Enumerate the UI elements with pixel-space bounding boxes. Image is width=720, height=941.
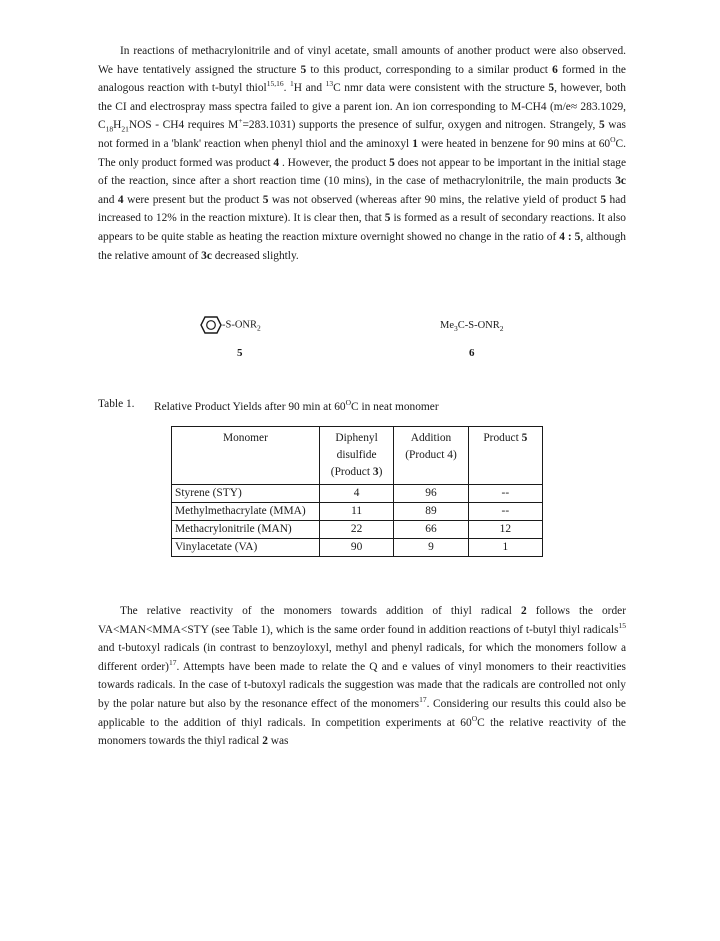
formula-subscript: 21 <box>121 124 129 134</box>
text-run: H <box>113 119 122 132</box>
isotope-mark: 1 <box>290 79 294 89</box>
text-run: were heated in benzene for 90 mins at 60 <box>418 137 611 150</box>
cell-monomer: Methylmethacrylate (MMA) <box>172 503 320 521</box>
compound-ref: 5 <box>389 156 395 169</box>
benzene-ring-icon <box>200 316 222 334</box>
text-run: follows the order VA<MAN<MMA<STY (see Table 1), which is the same order found in addition reactions of t-butyl thiyl radicals <box>98 605 627 636</box>
cell-monomer: Vinylacetate (VA) <box>172 539 320 557</box>
text-run: had increased to 12% in the reaction mixture). It is clear then, that <box>98 193 626 225</box>
table-header-row <box>172 427 543 485</box>
compound-ref: 3c <box>615 175 626 188</box>
table-caption-number: Table 1. <box>98 398 135 410</box>
header-line: Addition <box>410 432 452 444</box>
text-run: . However, the product <box>279 156 390 169</box>
table-row <box>172 503 543 521</box>
text-run: is formed as a result of secondary reactions. It also appears to be quite stable as heating the reaction mixture overnight showed no change in the ratio of <box>98 212 626 243</box>
cell-product5: -- <box>468 485 542 503</box>
cell-disulfide: 11 <box>319 503 393 521</box>
text-run: was not observed (whereas after 90 mins, the relative yield of product <box>268 193 601 206</box>
structure-6 <box>440 320 504 333</box>
table-row <box>172 539 543 557</box>
charge-mark: + <box>238 116 243 126</box>
compound-ref: 3 <box>372 466 379 478</box>
caption-text: C in neat monomer <box>351 400 439 413</box>
compound-ref: 4 : 5 <box>559 230 581 243</box>
text-run: were present but the product <box>123 193 263 206</box>
compound-ref: 2 <box>262 735 268 748</box>
cell-addition: 66 <box>394 521 468 539</box>
compound-ref: 5 <box>598 119 605 132</box>
product-yields-table <box>171 426 543 557</box>
compound-ref: 6 <box>552 63 558 76</box>
text-run: was not formed in a 'blank' reaction when phenyl thiol and the aminoxyl <box>98 119 626 150</box>
structure-6-formula: Me <box>440 320 454 331</box>
text-run: C. The only product formed was product <box>98 137 626 169</box>
text-run: and t-butoxyl radicals (in contrast to benzoyloxyl, methyl and phenyl radicals, for which the monomers follow a different order) <box>98 642 626 673</box>
compound-ref: 5 <box>300 63 307 76</box>
header-line: (Product 4) <box>405 449 457 461</box>
table-row <box>172 521 543 539</box>
caption-text: Relative Product Yields after 90 min at 60 <box>154 400 346 413</box>
table-row <box>172 485 543 503</box>
text-run: formed in the analogous reaction with t-butyl thiol <box>98 63 626 95</box>
text-run: =283.1031) supports the presence of sulfur, oxygen and nitrogen. Strangely, <box>242 119 599 132</box>
cell-product5: -- <box>468 503 542 521</box>
compound-ref: 5 <box>384 212 391 225</box>
citation: 17 <box>168 657 177 667</box>
degree-mark: O <box>610 135 616 145</box>
header-line: Diphenyl <box>335 432 378 444</box>
structure-5 <box>200 316 261 334</box>
text-run: . Attempts have been made to relate the Q and e values of vinyl monomers to their reactivities towards radicals. In the case of t-butoxyl radicals the suggestion was made that the radicals are controlled not only by the polar nature but also by the resonance effect of the monomers <box>98 660 626 710</box>
table-caption <box>154 398 439 413</box>
header-line: Product <box>483 432 522 444</box>
cell-monomer: Methacrylonitrile (MAN) <box>172 521 320 539</box>
text-run: C nmr data were consistent with the structure <box>333 82 549 95</box>
text-run: , although the relative amount of <box>98 230 626 262</box>
text-run: . Considering our results this could also be applicable to the addition of thiyl radicals. In competition experiments at 60 <box>98 697 626 729</box>
cell-addition: 96 <box>394 485 468 503</box>
structure-5-formula: -S-ONR <box>222 319 258 331</box>
cell-disulfide: 4 <box>319 485 393 503</box>
degree-mark: O <box>345 398 352 407</box>
citation: 17 <box>419 695 427 705</box>
cell-product5: 12 <box>468 521 542 539</box>
formula-subscript: 2 <box>257 323 261 333</box>
text-run: H and <box>293 82 326 95</box>
cell-addition: 89 <box>394 503 468 521</box>
cell-disulfide: 22 <box>319 521 393 539</box>
cell-product5: 1 <box>468 539 542 557</box>
paragraph-relative-reactivity <box>98 602 626 751</box>
cell-monomer: Styrene (STY) <box>172 485 320 503</box>
cell-addition: 9 <box>394 539 468 557</box>
isotope-mark: 13 <box>325 79 334 89</box>
header-line: (Product <box>330 466 373 478</box>
compound-ref: 1 <box>412 137 418 150</box>
header-addition <box>394 427 468 485</box>
text-run: decreased slightly. <box>211 249 299 262</box>
citation: 15,16 <box>266 79 284 89</box>
header-line: ) <box>378 466 383 478</box>
compound-ref: 5 <box>600 193 607 206</box>
header-product-5 <box>468 427 542 485</box>
degree-mark: O <box>471 713 478 723</box>
citation: 15 <box>618 620 626 630</box>
structure-6-label: 6 <box>469 347 475 359</box>
compound-ref: 3c <box>201 249 212 262</box>
compound-ref: 4 <box>273 156 280 169</box>
compound-ref: 5 <box>262 193 269 206</box>
text-run: In reactions of methacrylonitrile and of vinyl acetate, small amounts of another product were also observed. We have tentatively assigned the structure <box>98 45 626 76</box>
paragraph-product-5 <box>98 42 626 265</box>
text-run: does not appear to be important in the initial stage of the reaction, since after a short reaction time (10 mins), in the case of methacrylonitrile, the main products <box>98 156 627 188</box>
compound-ref: 5 <box>521 432 528 444</box>
text-run: . <box>283 82 291 95</box>
text-run: was <box>267 735 289 748</box>
formula-subscript: 3 <box>454 324 458 334</box>
cell-disulfide: 90 <box>319 539 393 557</box>
header-disulfide <box>319 427 393 485</box>
formula-subscript: 18 <box>105 124 114 134</box>
text-run: C the relative reactivity of the monomers towards the thiyl radical <box>98 716 626 748</box>
text-run: to this product, corresponding to a similar product <box>306 63 553 76</box>
text-run: The relative reactivity of the monomers towards addition of thiyl radical <box>120 605 521 617</box>
text-run: NOS - CH4 requires M <box>128 119 239 132</box>
text-run: , however, both the CI and electrospray mass spectra failed to give a parent ion. An ion corresponding to M-CH4 (m/e≈ 283.1029, C <box>98 82 626 132</box>
header-monomer: Monomer <box>172 427 320 485</box>
compound-ref: 2 <box>520 605 527 617</box>
compound-ref: 4 <box>117 193 124 206</box>
text-run: and <box>98 193 118 206</box>
structure-6-formula: C-S-ONR <box>457 320 500 331</box>
formula-subscript: 2 <box>499 324 504 334</box>
structure-5-label: 5 <box>237 347 243 359</box>
header-line: disulfide <box>336 449 377 461</box>
compound-ref: 5 <box>548 82 555 95</box>
